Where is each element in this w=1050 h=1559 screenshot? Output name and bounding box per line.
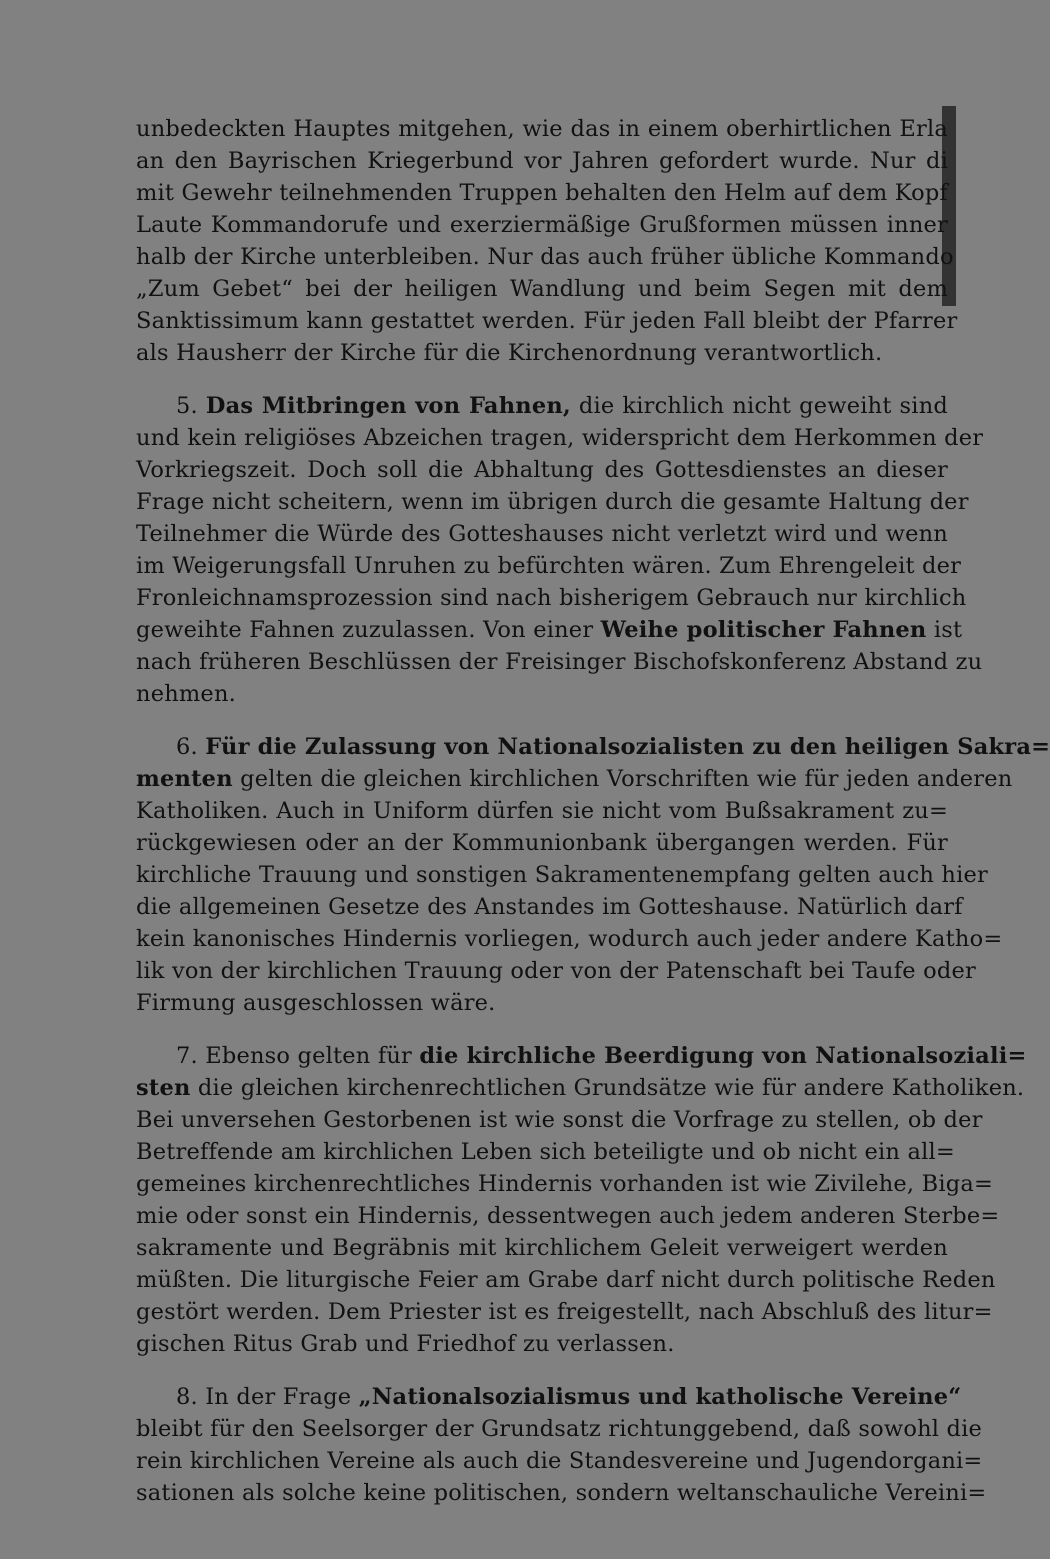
text-line xyxy=(136,795,948,827)
line-text: halb der Kirche unterbleiben. Nur das auch früher übliche Kommando xyxy=(136,244,954,270)
line-text: Bei unversehen Gestorbenen ist wie sonst die Vorfrage zu stellen, ob der xyxy=(136,1107,983,1133)
line-text: 8. In der Frage xyxy=(176,1384,359,1410)
text-line xyxy=(136,486,969,518)
emphasized-heading: „Nationalsozialismus und katholische Vereine“ xyxy=(358,1384,962,1410)
line-text: an den Bayrischen Kriegerbund vor Jahren gefordert wurde. Nur di xyxy=(136,148,948,174)
line-text: kein kanonisches Hindernis vorliegen, wodurch auch jeder andere Katho= xyxy=(136,926,1003,952)
line-text: geweihte Fahnen zuzulassen. Von einer xyxy=(136,617,601,643)
text-line xyxy=(136,1040,1027,1072)
line-text: Firmung ausgeschlossen wäre. xyxy=(136,990,496,1016)
text-line xyxy=(136,145,948,177)
text-line xyxy=(136,582,967,614)
paragraph-p-7 xyxy=(136,1040,1027,1360)
text-line xyxy=(136,763,1013,795)
line-text-continued: ist xyxy=(926,617,963,643)
text-line xyxy=(136,390,948,422)
emphasized-heading: Für die Zulassung von Nationalsozialisten zu den heiligen Sakra= xyxy=(205,734,1050,760)
line-text-continued: gelten die gleichen kirchlichen Vorschriften wie für jeden anderen xyxy=(232,766,1013,792)
line-text: mit Gewehr teilnehmenden Truppen behalten den Helm auf dem Kopf xyxy=(136,180,949,206)
text-line xyxy=(136,923,1003,955)
emphasized-heading: menten xyxy=(136,766,233,792)
paragraph-p-intro xyxy=(136,113,958,369)
text-line xyxy=(136,550,962,582)
line-text: und kein religiöses Abzeichen tragen, widerspricht dem Herkommen der xyxy=(136,425,984,451)
line-text: Frage nicht scheitern, wenn im übrigen durch die gesamte Haltung der xyxy=(136,489,969,515)
text-line xyxy=(136,678,948,710)
line-text: Sanktissimum kann gestattet werden. Für jeden Fall bleibt der Pfarrer xyxy=(136,308,958,334)
emphasized-heading: Das Mitbringen von Fahnen, xyxy=(205,393,571,419)
line-text: Katholiken. Auch in Uniform dürfen sie nicht vom Bußsakrament zu= xyxy=(136,798,948,824)
line-text: sationen als solche keine politischen, sondern weltanschauliche Vereini= xyxy=(136,1480,987,1506)
line-text-continued: die gleichen kirchenrechtlichen Grundsätze wie für andere Katholiken. xyxy=(190,1075,1025,1101)
text-line xyxy=(136,1168,994,1200)
line-text: 6. xyxy=(176,734,206,760)
text-line xyxy=(136,859,988,891)
line-text: gemeines kirchenrechtliches Hindernis vorhanden ist wie Zivilehe, Biga= xyxy=(136,1171,994,1197)
line-text: nach früheren Beschlüssen der Freisinger Bischofskonferenz Abstand zu xyxy=(136,649,983,675)
text-line xyxy=(136,1413,983,1445)
line-text: Fronleichnamsprozession sind nach bisherigem Gebrauch nur kirchlich xyxy=(136,585,967,611)
emphasized-heading: Weihe politischer Fahnen xyxy=(600,617,927,643)
text-line xyxy=(136,518,948,550)
line-text: Laute Kommandorufe und exerziermäßige Grußformen müssen inner xyxy=(136,212,948,238)
line-text: gestört werden. Dem Priester ist es freigestellt, nach Abschluß des litur= xyxy=(136,1299,993,1325)
text-line xyxy=(136,1477,987,1509)
line-text: die allgemeinen Gesetze des Anstandes im Gotteshause. Natürlich darf xyxy=(136,894,963,920)
line-text: im Weigerungsfall Unruhen zu befürchten wären. Zum Ehrengeleit der xyxy=(136,553,962,579)
line-text: „Zum Gebet“ bei der heiligen Wandlung und beim Segen mit dem xyxy=(136,276,948,302)
line-text-continued: die kirchlich nicht geweiht sind xyxy=(570,393,948,419)
text-line xyxy=(136,646,983,678)
line-text: kirchliche Trauung und sonstigen Sakramentenempfang gelten auch hier xyxy=(136,862,988,888)
text-line xyxy=(136,241,954,273)
line-text: 7. Ebenso gelten für xyxy=(176,1043,420,1069)
text-line xyxy=(136,337,948,369)
text-line xyxy=(136,614,963,646)
line-text: rein kirchlichen Vereine als auch die Standesvereine und Jugendorgani= xyxy=(136,1448,983,1474)
text-column xyxy=(136,113,1050,1530)
emphasized-heading: sten xyxy=(136,1075,191,1101)
text-line xyxy=(136,1264,996,1296)
text-line xyxy=(136,731,1050,763)
text-line xyxy=(136,177,948,209)
line-text: unbedeckten Hauptes mitgehen, wie das in einem oberhirtlichen Erla xyxy=(136,116,948,142)
line-text: müßten. Die liturgische Feier am Grabe darf nicht durch politische Reden xyxy=(136,1267,996,1293)
line-text: Teilnehmer die Würde des Gotteshauses nicht verletzt wird und wenn xyxy=(136,521,948,547)
text-line xyxy=(136,454,948,486)
text-line xyxy=(136,891,963,923)
line-text: 5. xyxy=(176,393,206,419)
text-line xyxy=(136,1296,993,1328)
paragraph-p-5 xyxy=(136,390,984,710)
line-text: Betreffende am kirchlichen Leben sich beteiligte und ob nicht ein all= xyxy=(136,1139,955,1165)
text-line xyxy=(136,987,948,1019)
text-line xyxy=(136,1328,948,1360)
line-text: sakramente und Begräbnis mit kirchlichem Geleit verweigert werden xyxy=(136,1235,948,1261)
text-line xyxy=(136,422,984,454)
line-text: lik von der kirchlichen Trauung oder von der Patenschaft bei Taufe oder xyxy=(136,958,976,984)
line-text: nehmen. xyxy=(136,681,236,707)
line-text: bleibt für den Seelsorger der Grundsatz richtunggebend, daß sowohl die xyxy=(136,1416,983,1442)
text-line xyxy=(136,305,958,337)
text-line xyxy=(136,113,948,145)
line-text: rückgewiesen oder an der Kommunionbank übergangen werden. Für xyxy=(136,830,948,856)
text-line xyxy=(136,1136,955,1168)
paragraph-p-6 xyxy=(136,731,1050,1019)
text-line xyxy=(136,1232,948,1264)
text-line xyxy=(136,1381,962,1413)
text-line xyxy=(136,1445,983,1477)
line-text: als Hausherr der Kirche für die Kirchenordnung verantwortlich. xyxy=(136,340,883,366)
text-line xyxy=(136,1072,1025,1104)
paragraph-p-8 xyxy=(136,1381,987,1509)
text-line xyxy=(136,955,976,987)
text-line xyxy=(136,1200,1000,1232)
emphasized-heading: die kirchliche Beerdigung von Nationalsoziali= xyxy=(419,1043,1027,1069)
line-text: mie oder sonst ein Hindernis, dessentwegen auch jedem anderen Sterbe= xyxy=(136,1203,1000,1229)
line-text: Vorkriegszeit. Doch soll die Abhaltung des Gottesdienstes an dieser xyxy=(136,457,948,483)
text-line xyxy=(136,827,948,859)
text-line xyxy=(136,209,948,241)
text-line xyxy=(136,1104,983,1136)
line-text: gischen Ritus Grab und Friedhof zu verlassen. xyxy=(136,1331,675,1357)
text-line xyxy=(136,273,948,305)
